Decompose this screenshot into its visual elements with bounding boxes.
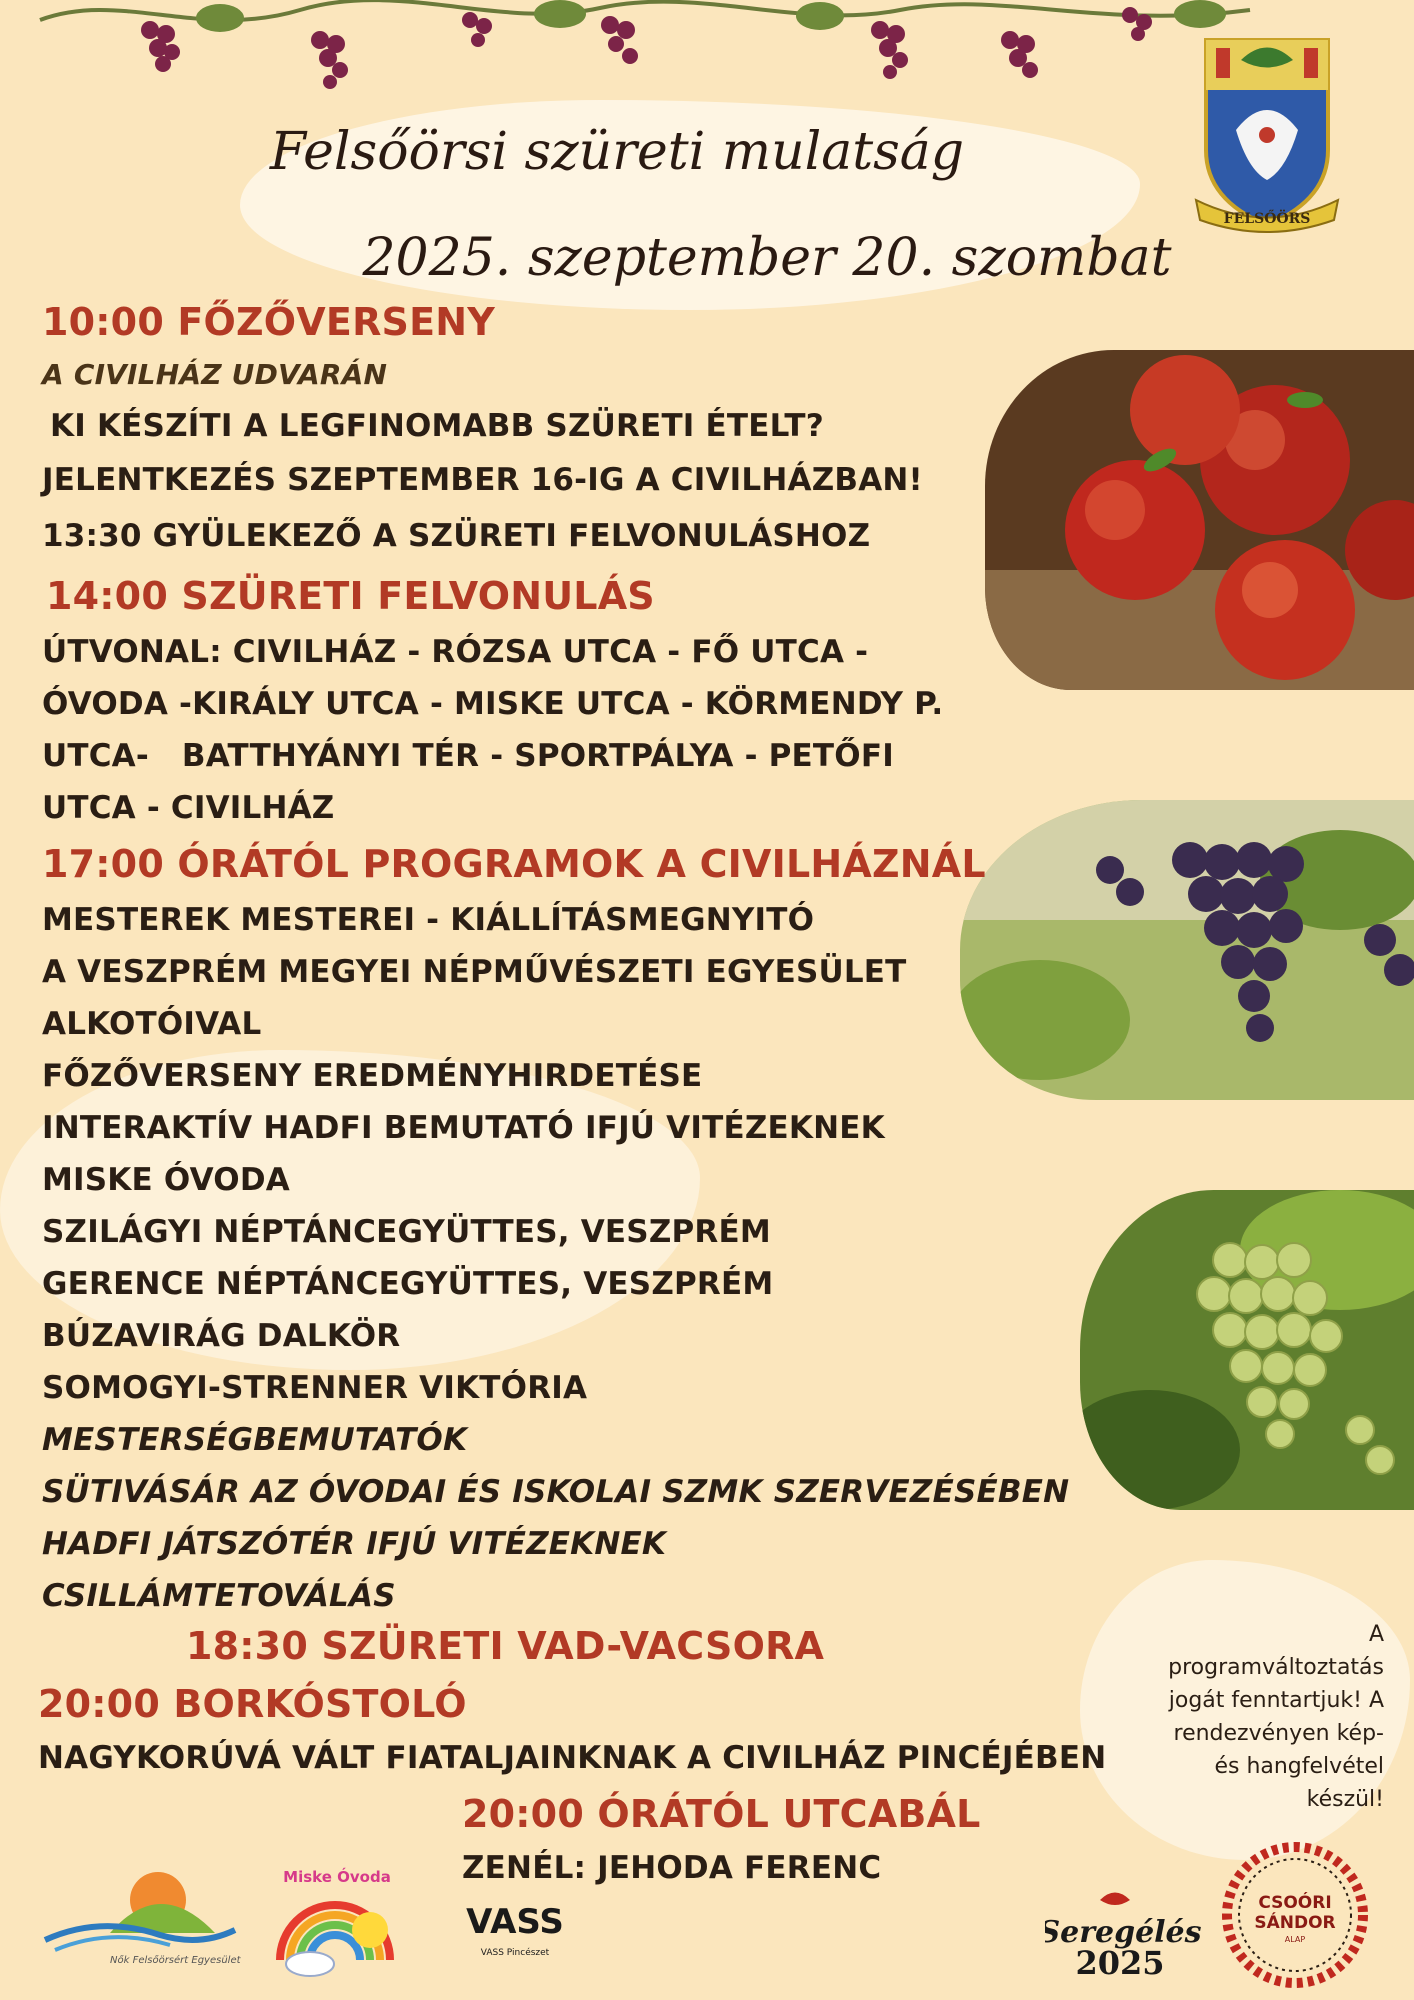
parade-heading: 14:00 SZÜRETI FELVONULÁS: [46, 574, 655, 618]
nok-logo-text: Nők Felsőörsért Egyesület: [110, 1955, 241, 1966]
cooking-contest-place: A CIVILHÁZ UDVARÁN: [42, 358, 388, 391]
route-line: UTCA- BATTHYÁNYI TÉR - SPORTPÁLYA - PETŐFI: [42, 738, 894, 774]
program-item: MESTEREK MESTEREI - KIÁLLÍTÁSMEGNYITÓ: [42, 902, 815, 938]
event-title: Felsőörsi szüreti mulatság: [269, 122, 965, 182]
green-grapes-photo: [1080, 1190, 1414, 1510]
nok-felsoorsert-logo: [40, 1855, 240, 1975]
cooking-contest-heading: 10:00 FŐZŐVERSENY: [42, 300, 495, 344]
street-ball-heading: 20:00 ÓRÁTÓL UTCABÁL: [462, 1792, 981, 1836]
program-item-italic: CSILLÁMTETOVÁLÁS: [42, 1578, 396, 1614]
program-item: ALKOTÓIVAL: [42, 1006, 262, 1042]
seregeles-logo-text: Seregélés: [1045, 1915, 1202, 1950]
route-line: ÚTVONAL: CIVILHÁZ - RÓZSA UTCA - FŐ UTCA -: [42, 634, 869, 670]
wine-tasting-heading: 20:00 BORKÓSTOLÓ: [38, 1682, 467, 1726]
street-ball-music: ZENÉL: JEHODA FERENC: [462, 1850, 882, 1886]
route-line: ÓVODA -KIRÁLY UTCA - MISKE UTCA - KÖRMENDY P.: [42, 686, 944, 722]
route-line: UTCA - CIVILHÁZ: [42, 790, 335, 826]
cooking-contest-question: KI KÉSZÍTI A LEGFINOMABB SZÜRETI ÉTELT?: [50, 408, 824, 444]
dark-grapes-photo: [960, 800, 1414, 1100]
note-line: készül!: [1306, 1787, 1384, 1812]
vass-logo-text: VASS Pincészet: [480, 1948, 550, 1958]
disclaimer-note: [1144, 1618, 1384, 1816]
program-item: A VESZPRÉM MEGYEI NÉPMŰVÉSZETI EGYESÜLET: [42, 954, 907, 990]
event-date: 2025. szeptember 20. szombat: [362, 228, 1172, 288]
csoori-logo-text: CSOÓRI: [1258, 1893, 1332, 1913]
miske-ovoda-logo: [270, 1860, 405, 1980]
program-item: FŐZŐVERSENY EREDMÉNYHIRDETÉSE: [42, 1058, 703, 1094]
note-line: jogát fenntartjuk! A: [1168, 1688, 1384, 1713]
afternoon-programs-heading: 17:00 ÓRÁTÓL PROGRAMOK A CIVILHÁZNÁL: [42, 842, 986, 886]
vass-pinceszet-logo: [455, 1895, 575, 1965]
apples-photo: [985, 350, 1414, 690]
gathering-line: 13:30 GYÜLEKEZŐ A SZÜRETI FELVONULÁSHOZ: [42, 518, 871, 554]
vass-logo-mark: VASS: [466, 1902, 564, 1942]
miske-logo-text: Miske Óvoda: [283, 1868, 391, 1886]
cooking-contest-registration: JELENTKEZÉS SZEPTEMBER 16-IG A CIVILHÁZBAN!: [42, 462, 923, 498]
seregeles-logo-year: 2025: [1075, 1944, 1165, 1980]
program-item-italic: SÜTIVÁSÁR AZ ÓVODAI ÉS ISKOLAI SZMK SZERVEZÉSÉBEN: [42, 1474, 1070, 1510]
csoori-sandor-alap-logo: [1220, 1840, 1370, 1990]
program-item: INTERAKTÍV HADFI BEMUTATÓ IFJÚ VITÉZEKNEK: [42, 1110, 885, 1146]
program-item: SZILÁGYI NÉPTÁNCEGYÜTTES, VESZPRÉM: [42, 1214, 771, 1250]
program-item: BÚZAVIRÁG DALKÖR: [42, 1318, 401, 1354]
note-line: rendezvényen kép-: [1173, 1721, 1384, 1746]
program-item: GERENCE NÉPTÁNCEGYÜTTES, VESZPRÉM: [42, 1266, 774, 1302]
dinner-heading: 18:30 SZÜRETI VAD-VACSORA: [186, 1624, 825, 1668]
note-line: A: [1368, 1622, 1384, 1647]
csoori-logo-text: ALAP: [1284, 1935, 1306, 1944]
seregeles-logo: [1045, 1880, 1205, 1980]
wine-tasting-text: NAGYKORÚVÁ VÁLT FIATALJAINKNAK A CIVILHÁZ PINCÉJÉBEN: [38, 1740, 1107, 1776]
program-item-italic: HADFI JÁTSZÓTÉR IFJÚ VITÉZEKNEK: [42, 1526, 667, 1562]
note-line: programváltoztatás: [1168, 1655, 1384, 1680]
csoori-logo-text: SÁNDOR: [1254, 1913, 1336, 1933]
program-item: SOMOGYI-STRENNER VIKTÓRIA: [42, 1370, 588, 1406]
crest-banner-text: FELSŐÖRS: [1223, 211, 1311, 227]
program-item: MISKE ÓVODA: [42, 1162, 290, 1198]
note-line: és hangfelvétel: [1214, 1754, 1384, 1779]
program-item-italic: MESTERSÉGBEMUTATÓK: [42, 1422, 468, 1458]
